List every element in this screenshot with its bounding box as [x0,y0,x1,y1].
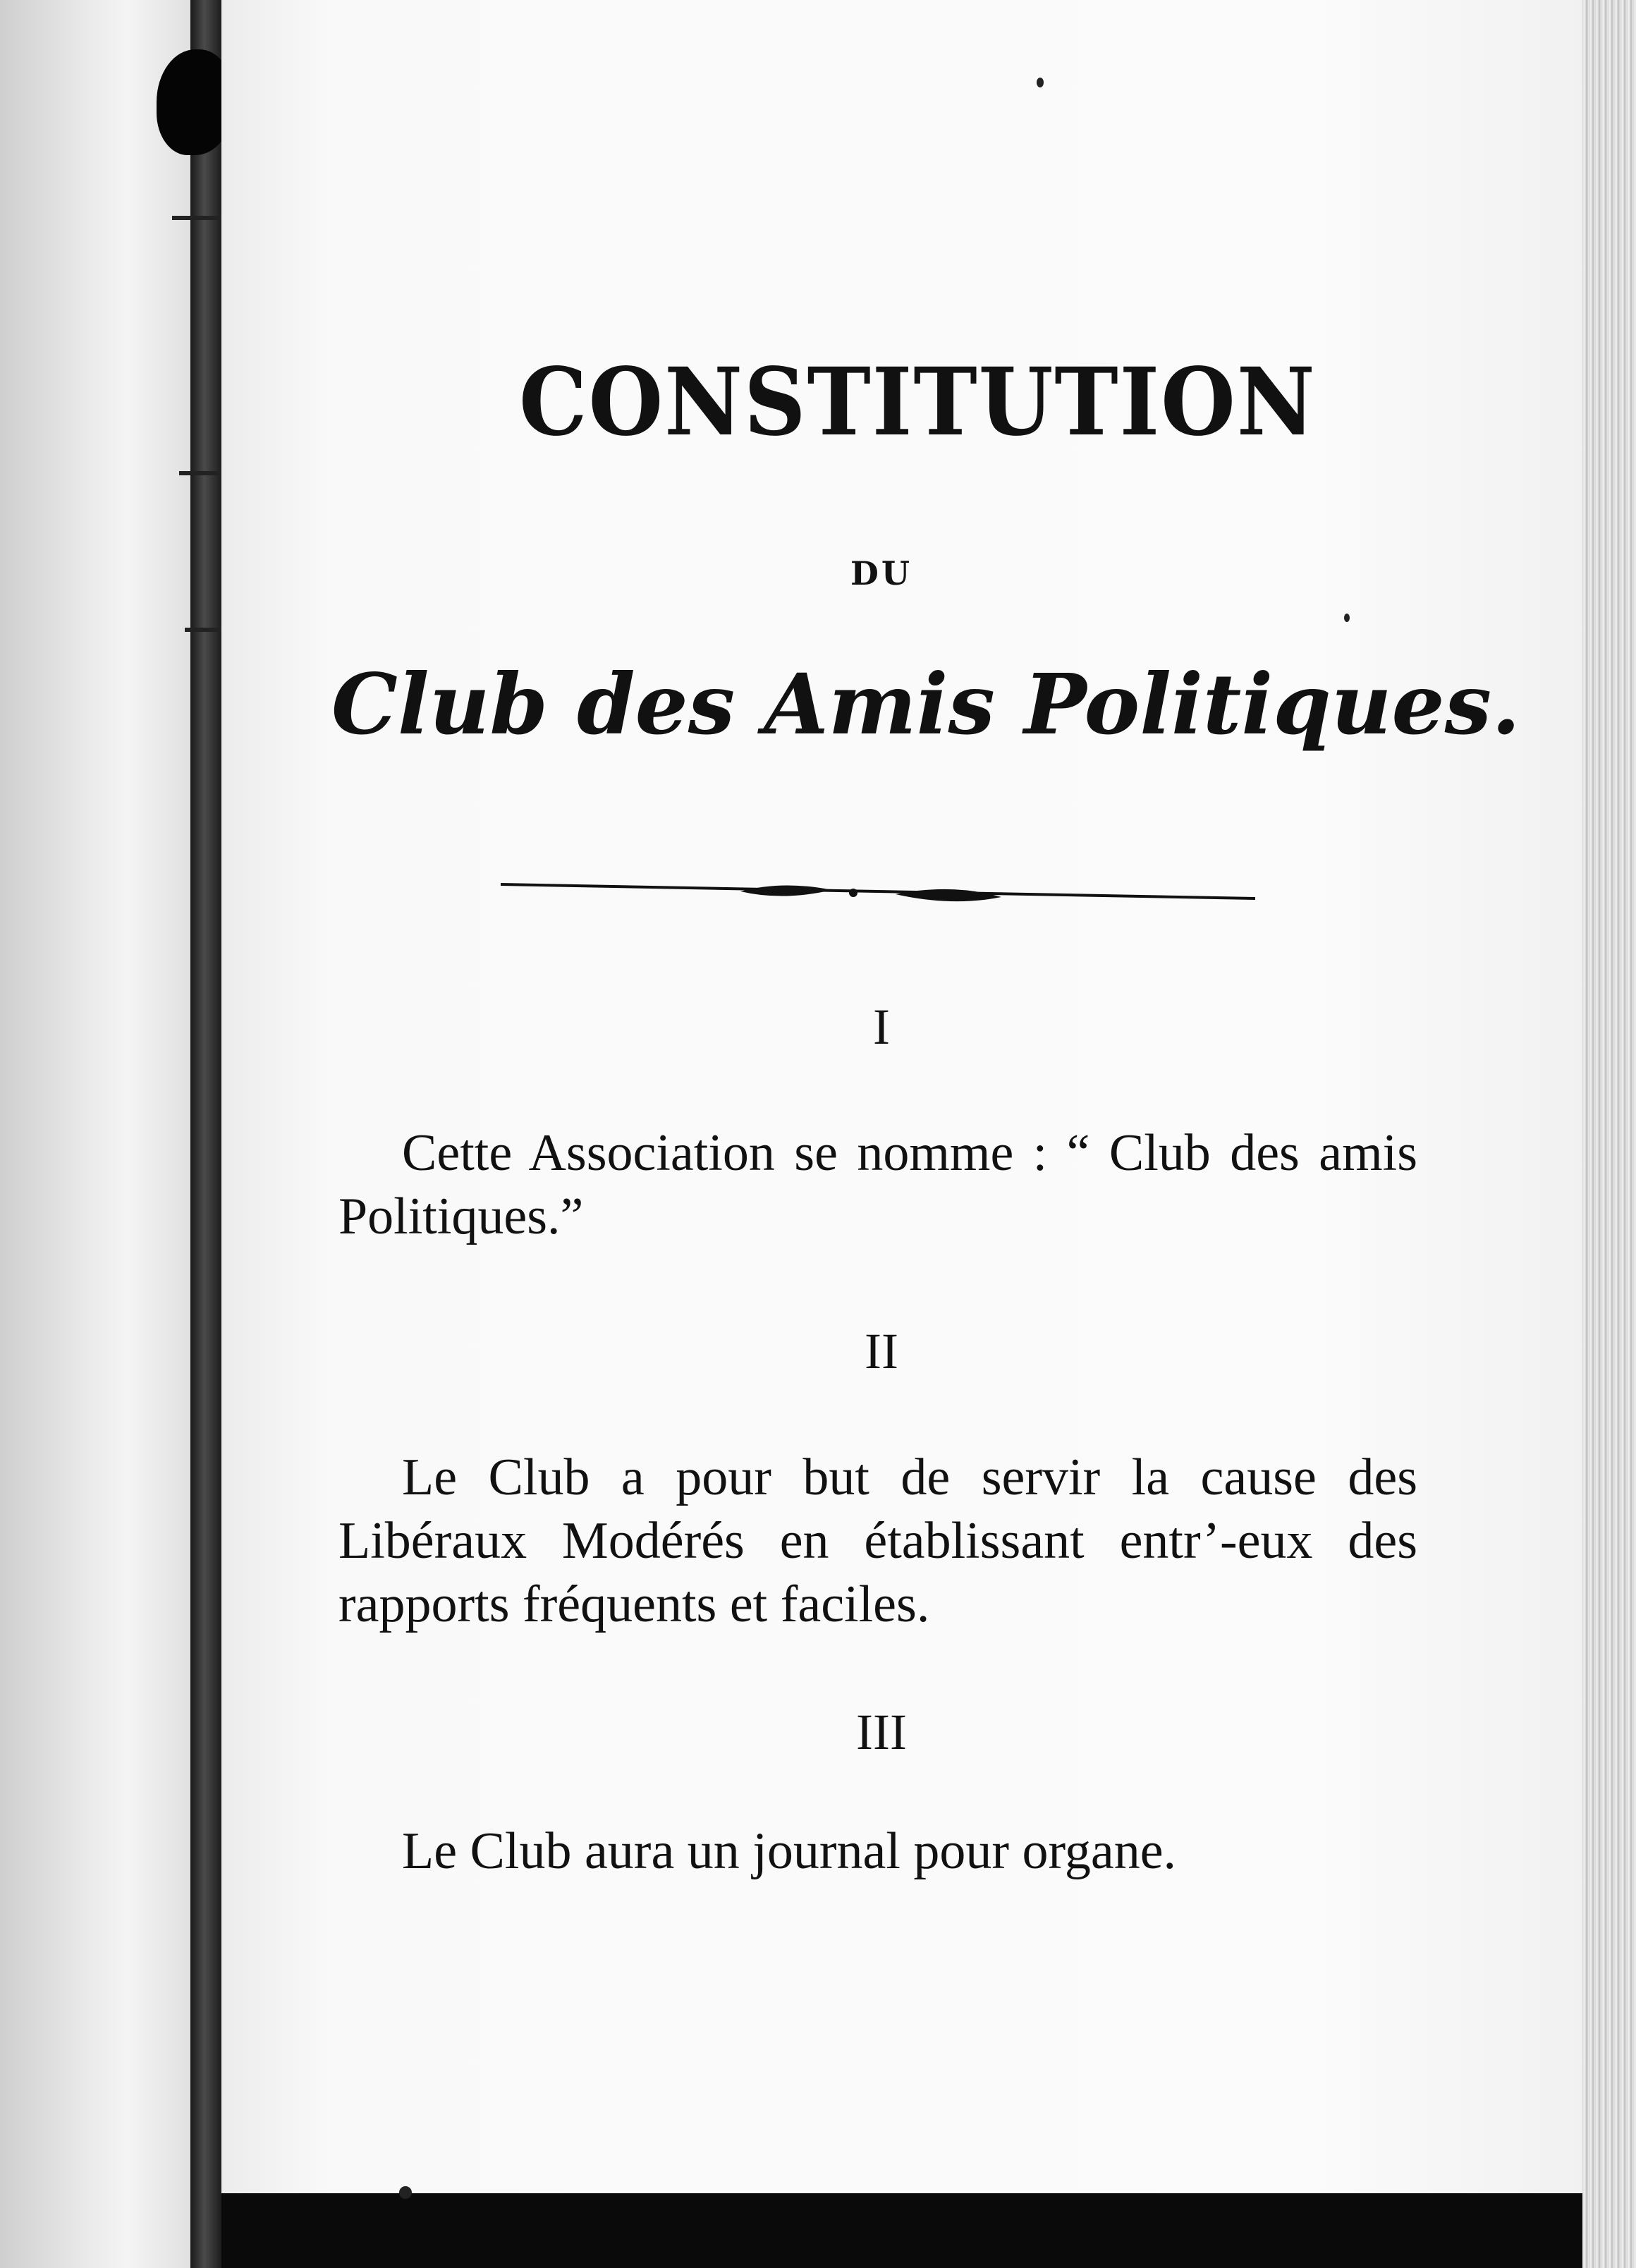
paper-speck [1344,614,1350,622]
section-number-2: II [865,1323,898,1379]
binding-gutter [190,0,221,2268]
binding-mark [172,216,221,220]
section-text-1 [338,1121,1417,1248]
page-edges [1582,0,1636,2268]
binding-mark [179,471,221,475]
section-text-2-content: Le Club a pour but de servir la cause des Libéraux Modérés en établissant entr’-eux des rapports fréquents et faciles. [338,1449,1417,1633]
ornamental-rule [501,874,1255,917]
document-title: CONSTITUTION [519,348,1317,457]
document-subtitle: Club des Amis Politiques. [331,655,1521,753]
section-text-1-content: Cette Association se nomme : “ Club des amis Politiques.” [338,1124,1417,1245]
paper-speck [1037,78,1044,87]
section-number-3: III [856,1704,907,1760]
book-binding [0,0,212,2268]
section-text-3-content: Le Club aura un journal pour organe. [402,1822,1177,1880]
binding-mark [185,628,221,632]
section-number-1: I [873,999,890,1055]
section-text-2 [338,1446,1417,1636]
paper-speck [399,2186,412,2199]
section-text-3 [338,1819,1417,1883]
page-bottom-shadow [221,2193,1582,2268]
title-connector: DU [850,554,912,592]
